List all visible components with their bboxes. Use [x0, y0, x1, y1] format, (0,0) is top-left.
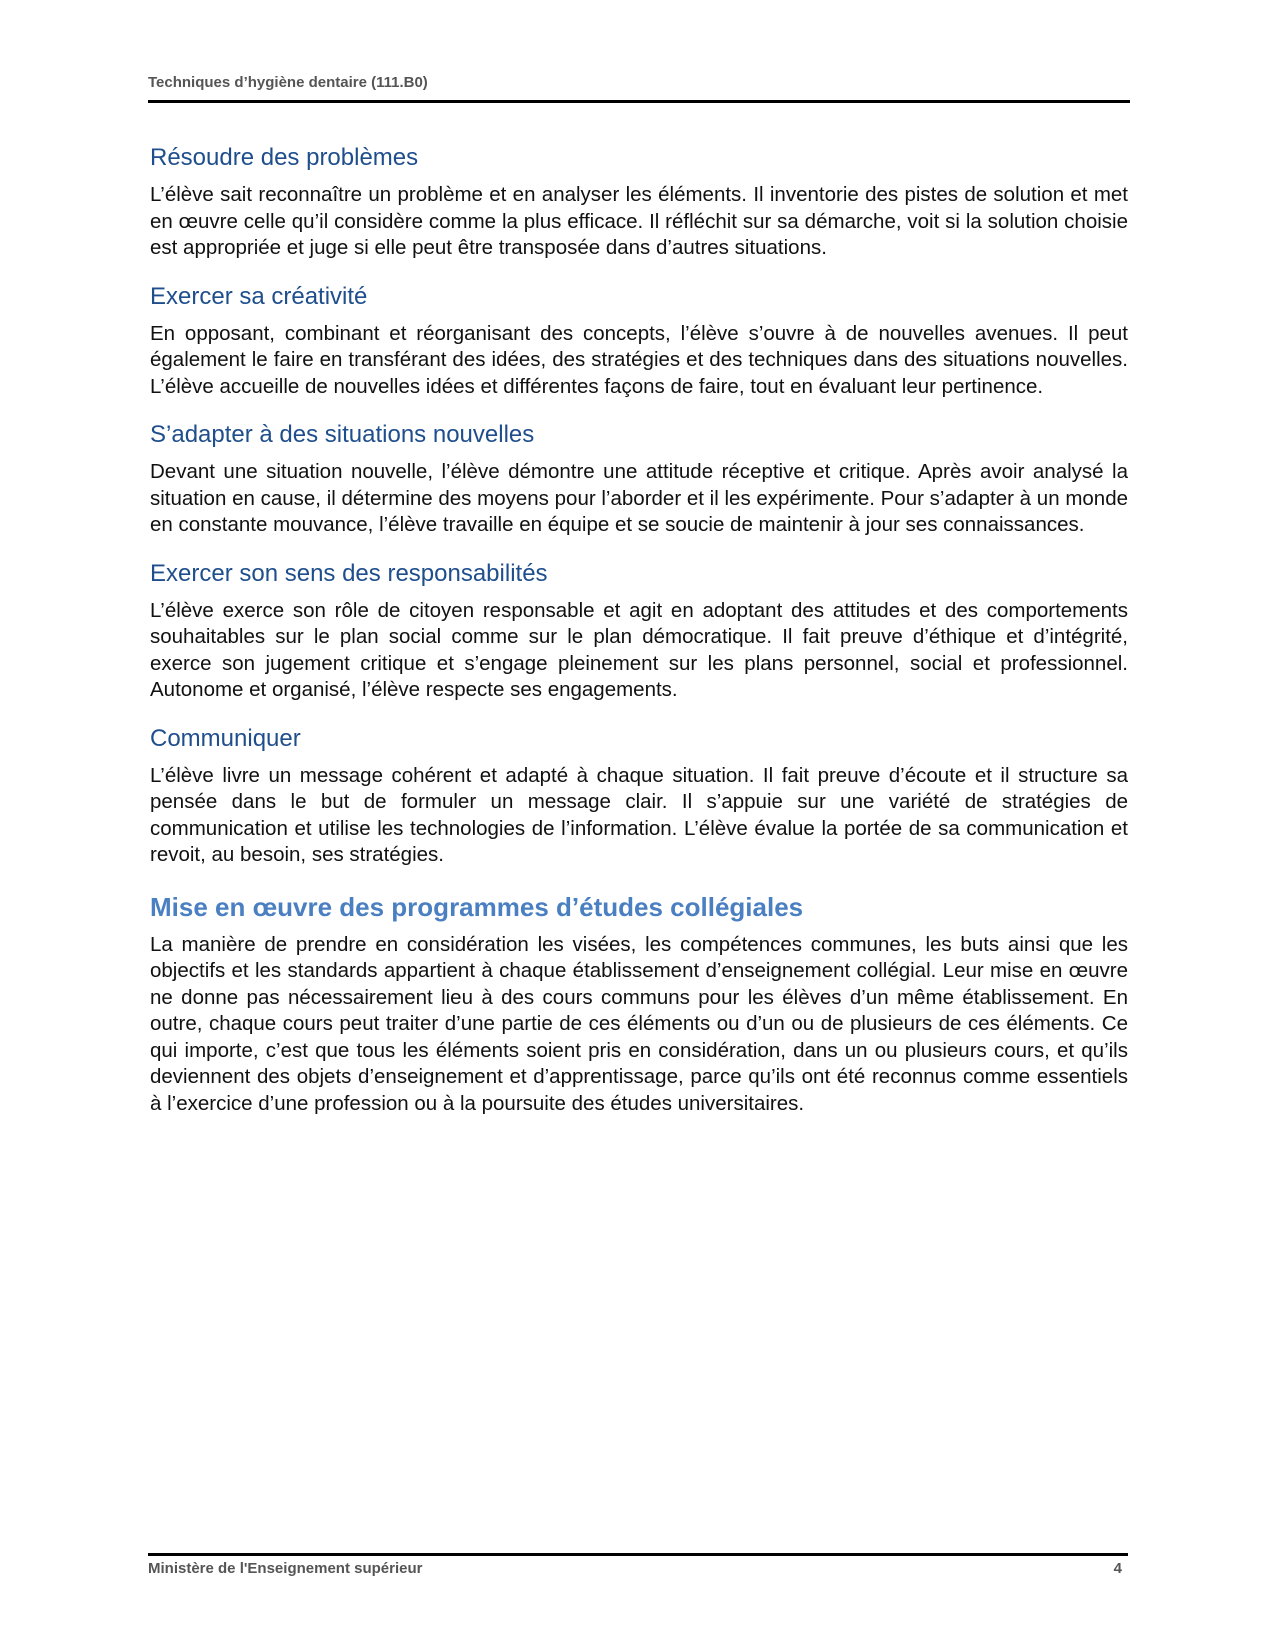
- section-creativite: [150, 282, 1128, 401]
- section-paragraph: L’élève livre un message cohérent et adapté à chaque situation. Il fait preuve d’écoute et il structure sa pensée dans le but de formuler un message clair. Il s’appuie sur une variété de stratégies de communication et utilise les technologies de l’information. L’élève évalue la portée de sa communication et revoit, au besoin, ses stratégies.: [150, 763, 1128, 866]
- page-header: [148, 74, 1130, 103]
- section-heading: Communiquer: [150, 724, 301, 752]
- implementation-paragraph: La manière de prendre en considération les visées, les compétences communes, les buts ainsi que les objectifs et les standards appartient à chaque établissement d’enseignement collégial. Leur mise en œuvre ne donne pas nécessairement lieu à des cours communs pour les élèves d’un même établissement. En outre, chaque cours peut traiter d’une partie de ces éléments ou d’un ou de plusieurs de ces éléments. Ce qui importe, c’est que tous les éléments soient pris en considération, dans un ou plusieurs cours, et qu’ils deviennent des objets d’enseignement et d’apprentissage, parce qu’ils ont été reconnus comme essentiels à l’exercice d’une profession ou à la poursuite des études universitaires.: [150, 932, 1128, 1115]
- page-number: 4: [1113, 1560, 1122, 1577]
- section-paragraph: Devant une situation nouvelle, l’élève démontre une attitude réceptive et critique. Après avoir analysé la situation en cause, il détermine des moyens pour l’aborder et il les expérimente. Pour s’adapter à un monde en constante mouvance, l’élève travaille en équipe et se soucie de maintenir à jour ses connaissances.: [150, 460, 1128, 536]
- section-mise-en-oeuvre: [150, 891, 1128, 1118]
- section-responsabilites: [150, 559, 1128, 704]
- section-paragraph: L’élève sait reconnaître un problème et en analyser les éléments. Il inventorie des pistes de solution et met en œuvre celle qu’il considère comme la plus efficace. Il réfléchit sur sa démarche, voit si la solution choisie est appropriée et juge si elle peut être transposée dans d’autres situations.: [150, 183, 1128, 259]
- major-heading: Mise en œuvre des programmes d’études collégiales: [150, 891, 804, 922]
- section-resoudre: [150, 143, 1128, 262]
- section-adapter: [150, 420, 1128, 539]
- document-title: Techniques d’hygiène dentaire (111.B0): [148, 74, 428, 91]
- section-heading: Résoudre des problèmes: [150, 144, 419, 171]
- section-heading: Exercer sa créativité: [150, 282, 368, 310]
- footer-publisher: Ministère de l'Enseignement supérieur: [148, 1560, 423, 1577]
- section-paragraph: L’élève exerce son rôle de citoyen responsable et agit en adoptant des attitudes et des comportements souhaitables sur le plan social comme sur le plan démocratique. Il fait preuve d’éthique et d’intégrité, exerce son jugement critique et s’engage pleinement sur les plans personnel, social et professionnel. Autonome et organisé, l’élève respecte ses engagements.: [150, 598, 1128, 701]
- section-heading: S’adapter à des situations nouvelles: [150, 421, 535, 448]
- section-heading: Exercer son sens des responsabilités: [150, 559, 548, 587]
- section-paragraph: En opposant, combinant et réorganisant des concepts, l’élève s’ouvre à de nouvelles avenues. Il peut également le faire en transférant des idées, des stratégies et des techniques dans des situations nouvelles. L’élève accueille de nouvelles idées et différentes façons de faire, tout en évaluant leur pertinence.: [150, 321, 1128, 398]
- section-communiquer: [150, 724, 1128, 869]
- page-footer: [148, 1553, 1128, 1577]
- page-content: [150, 143, 1128, 1137]
